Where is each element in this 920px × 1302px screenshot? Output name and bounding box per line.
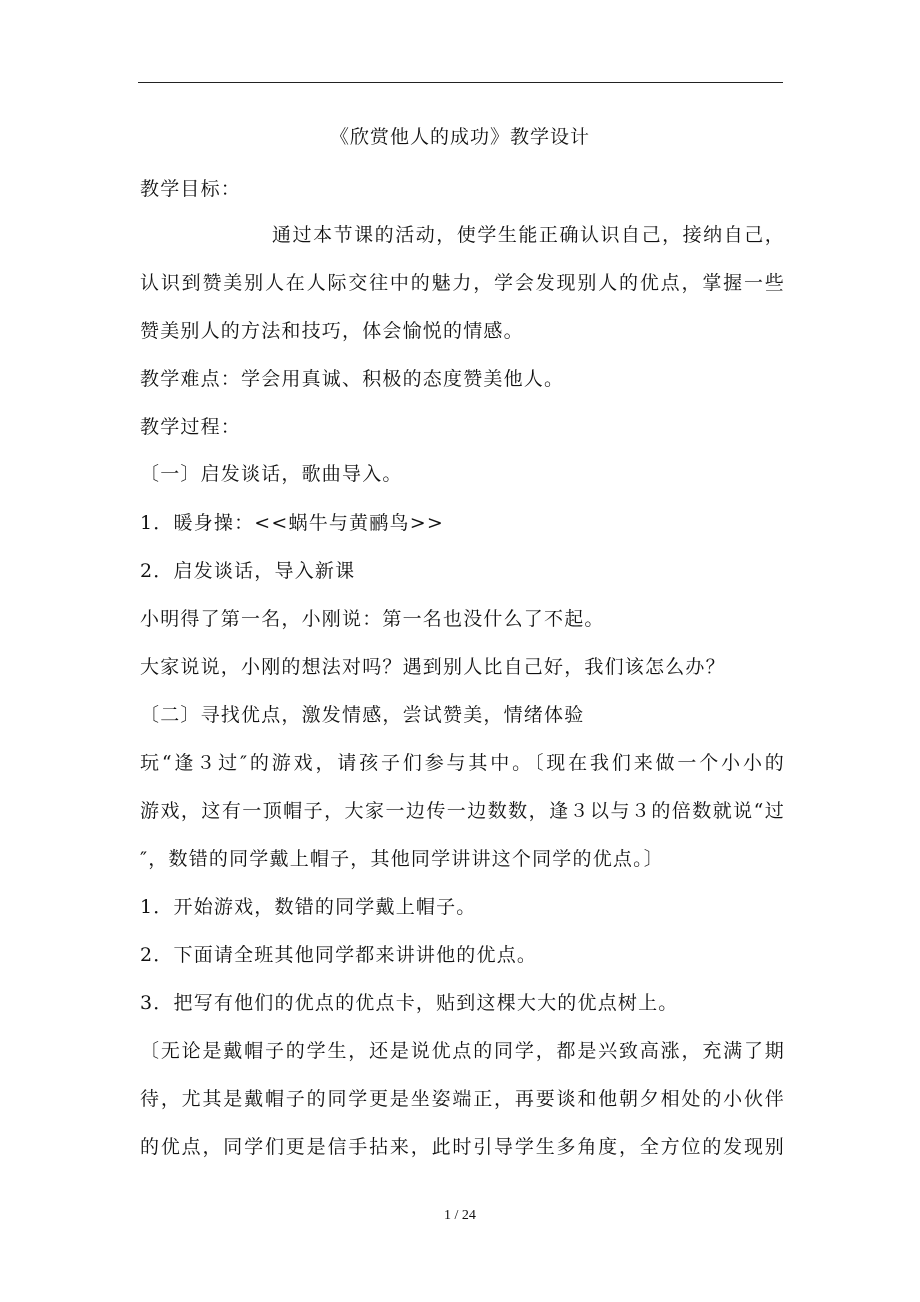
header-rule xyxy=(138,82,783,83)
text-line-difficulty: 教学难点：学会用真诚、积极的态度赞美他人。 xyxy=(140,368,565,390)
text-line: 1．暖身操：<<蜗牛与黄鹂鸟>> xyxy=(140,512,444,534)
text-line: ″，数错的同学戴上帽子，其他同学讲讲这个同学的优点。〕 xyxy=(140,848,664,870)
text-line: 认识到赞美别人在人际交往中的魅力，学会发现别人的优点，掌握一些 xyxy=(140,272,785,294)
text-line: 赞美别人的方法和技巧，体会愉悦的情感。 xyxy=(140,320,524,342)
text-line: 待，尤其是戴帽子的同学更是坐姿端正，再要谈和他朝夕相处的小伙伴 xyxy=(140,1088,785,1110)
text-line: 〔无论是戴帽子的学生，还是说优点的同学，都是兴致高涨，充满了期 xyxy=(140,1040,785,1062)
text-line: 小明得了第一名，小刚说：第一名也没什么了不起。 xyxy=(140,608,605,630)
text-line: 玩“逢３过″的游戏，请孩子们参与其中。〔现在我们来做一个小小的 xyxy=(140,752,785,774)
text-line: 2．启发谈话，导入新课 xyxy=(140,560,356,582)
text-line: 通过本节课的活动，使学生能正确认识自己，接纳自己， xyxy=(272,224,785,246)
text-line: 大家说说，小刚的想法对吗？遇到别人比自己好，我们该怎么办？ xyxy=(140,656,726,678)
text-line: 3．把写有他们的优点的优点卡，贴到这棵大大的优点树上。 xyxy=(140,992,679,1014)
text-line-process-heading: 教学过程： xyxy=(140,416,242,438)
text-line-section-one: 〔一〕启发谈话，歌曲导入。 xyxy=(140,463,403,485)
page-number: 1 / 24 xyxy=(444,1208,476,1223)
text-line: 游戏，这有一顶帽子，大家一边传一边数数，逢３以与３的倍数就说“过 xyxy=(140,800,785,822)
text-line: 的优点，同学们更是信手拈来，此时引导学生多角度，全方位的发现别 xyxy=(140,1136,785,1158)
text-line: 2．下面请全班其他同学都来讲讲他的优点。 xyxy=(140,944,538,966)
document-title: 《欣赏他人的成功》教学设计 xyxy=(329,126,590,148)
text-line: 1．开始游戏，数错的同学戴上帽子。 xyxy=(140,896,477,918)
text-line-section-two: 〔二〕寻找优点，激发情感，尝试赞美，情绪体验 xyxy=(140,704,585,726)
text-line-objectives-heading: 教学目标： xyxy=(140,178,242,200)
